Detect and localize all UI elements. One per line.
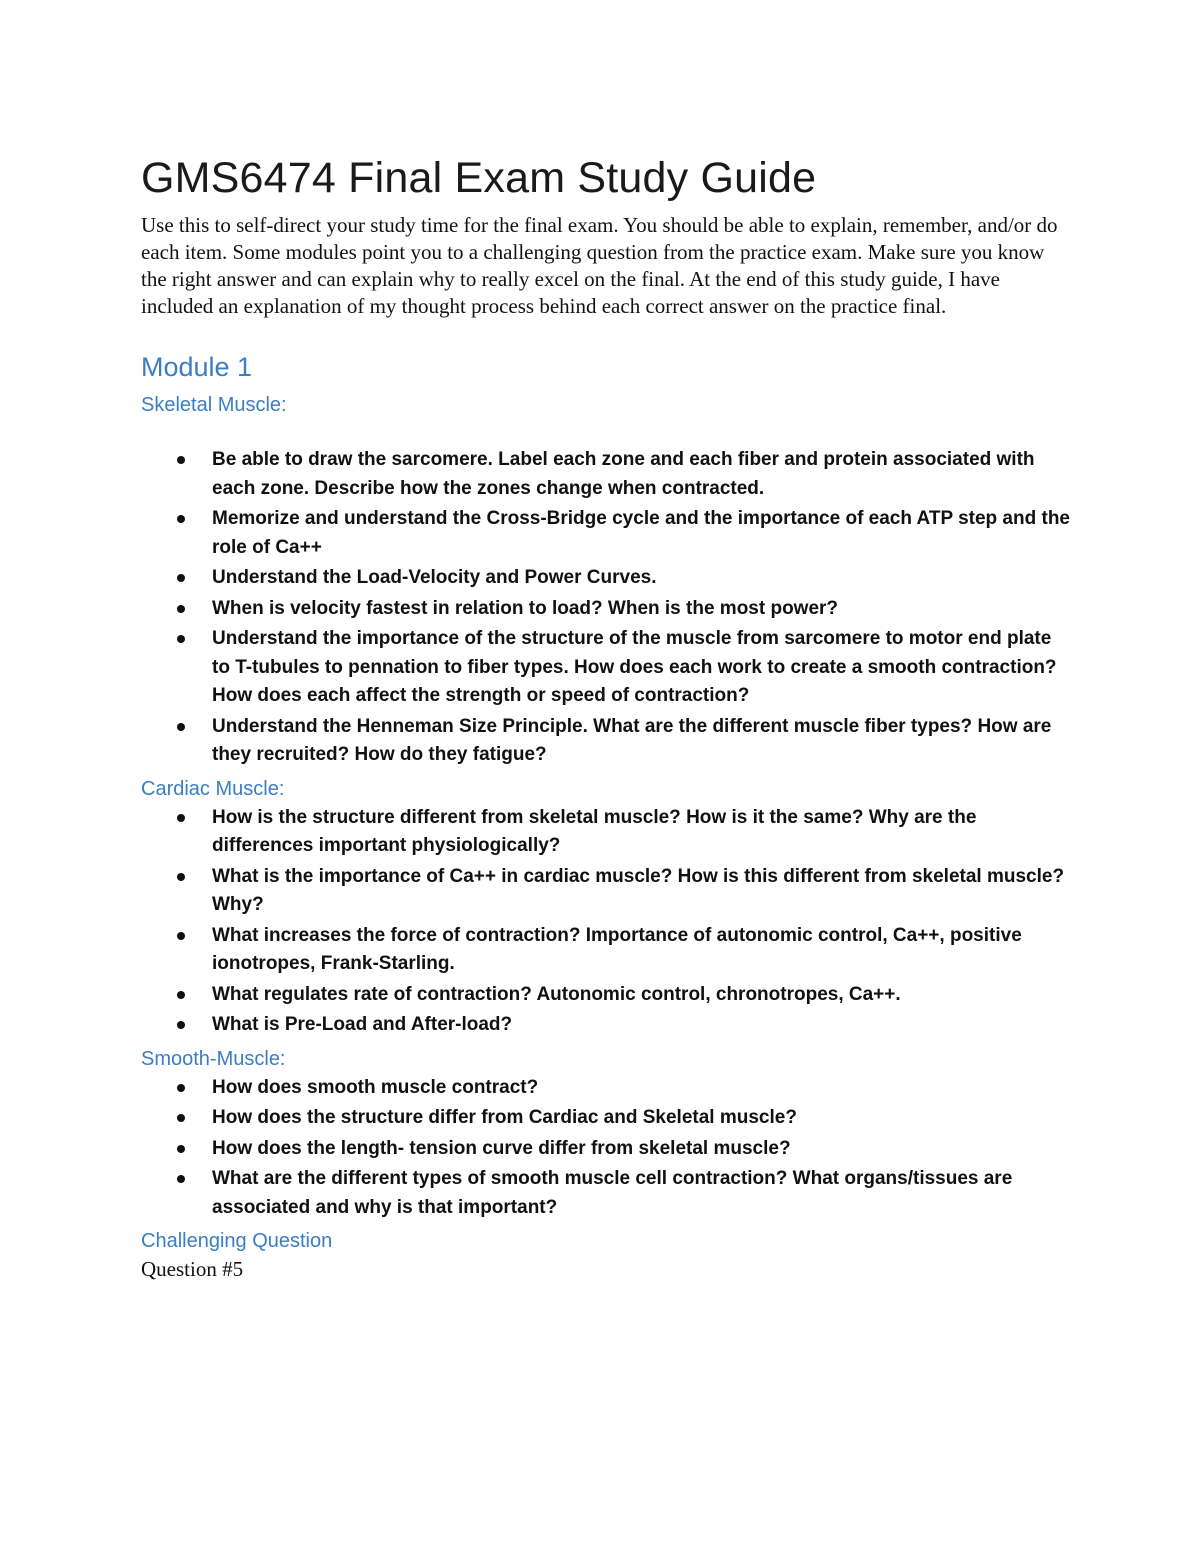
- list-item-text: Understand the Load-Velocity and Power Curves.: [212, 567, 657, 588]
- document-title: GMS6474 Final Exam Study Guide: [141, 154, 817, 202]
- list-item: [141, 863, 1071, 920]
- list-item-text: What are the different types of smooth muscle cell contraction? What organs/tissues are associated and why is that important?: [212, 1168, 1013, 1218]
- list-item: [141, 1011, 1071, 1040]
- list-item: [141, 713, 1071, 770]
- smooth-muscle-heading: Smooth-Muscle:: [141, 1047, 286, 1070]
- list-item: [141, 446, 1071, 503]
- challenging-question-text: Question #5: [141, 1257, 244, 1281]
- list-item: [141, 625, 1071, 711]
- list-item-text: What is the importance of Ca++ in cardiac muscle? How is this different from skeletal muscle? Why?: [212, 865, 1065, 915]
- bullet-icon: [177, 723, 185, 731]
- list-item: [141, 981, 1071, 1010]
- cardiac-muscle-heading: Cardiac Muscle:: [141, 777, 285, 800]
- list-item-text: Understand the importance of the structure of the muscle from sarcomere to motor end plate to T-tubules to pennation to fiber types. How does each work to create a smooth contraction? How does each affect the strength or speed of contraction?: [212, 628, 1057, 706]
- list-item-text: What regulates rate of contraction? Autonomic control, chronotropes, Ca++.: [212, 983, 901, 1005]
- list-item-text: Understand the Henneman Size Principle. What are the different muscle fiber types? How are they recruited? How do they fatigue?: [212, 715, 1052, 765]
- bullet-icon: [177, 1021, 185, 1029]
- list-item: [141, 1074, 1071, 1103]
- bullet-icon: [177, 1175, 185, 1183]
- list-item-text: What is Pre-Load and After-load?: [212, 1014, 513, 1035]
- list-item-text: How does the structure differ from Cardiac and Skeletal muscle?: [212, 1107, 797, 1128]
- bullet-icon: [177, 456, 185, 464]
- bullet-icon: [177, 574, 185, 582]
- list-item-text: How does the length- tension curve differ from skeletal muscle?: [212, 1137, 791, 1159]
- intro-paragraph: Use this to self-direct your study time for the final exam. You should be able to explain, remember, and/or do each item. Some modules point you to a challenging question from the practice exam. Make sure you know the right answer and can explain why to really excel on the final. At the end of this study guide, I have included an explanation of my thought process behind each correct answer on the practice final.: [141, 213, 1058, 318]
- list-item-text: Be able to draw the sarcomere. Label each zone and each fiber and protein associated with each zone. Describe how the zones change when contracted.: [212, 449, 1035, 499]
- list-item-text: How does smooth muscle contract?: [212, 1076, 539, 1098]
- list-item-text: How is the structure different from skeletal muscle? How is it the same? Why are the differences important physiologically?: [212, 806, 977, 856]
- bullet-icon: [177, 932, 185, 940]
- list-item: [141, 922, 1071, 979]
- bullet-icon: [177, 1114, 185, 1122]
- module-1-heading: Module 1: [141, 352, 253, 382]
- list-item: [141, 1165, 1071, 1222]
- list-item: [141, 505, 1071, 562]
- bullet-icon: [177, 1084, 185, 1092]
- list-item: [141, 564, 1071, 593]
- bullet-icon: [177, 515, 185, 523]
- list-item-text: When is velocity fastest in relation to load? When is the most power?: [212, 597, 839, 619]
- list-item-text: What increases the force of contraction? Importance of autonomic control, Ca++, positive ionotropes, Frank-Starling.: [212, 924, 1022, 974]
- bullet-icon: [177, 991, 185, 999]
- list-item: [141, 1135, 1071, 1164]
- skeletal-muscle-list: [141, 446, 1071, 770]
- bullet-icon: [177, 1145, 185, 1153]
- challenging-question-heading: Challenging Question: [141, 1230, 333, 1252]
- cardiac-muscle-list: [141, 804, 1071, 1040]
- page-content: [141, 152, 1071, 1283]
- list-item: [141, 595, 1071, 624]
- list-item: [141, 804, 1071, 861]
- smooth-muscle-list: [141, 1074, 1071, 1223]
- list-item: [141, 1104, 1071, 1133]
- list-item-text: Memorize and understand the Cross-Bridge cycle and the importance of each ATP step and the role of Ca++: [212, 508, 1070, 558]
- bullet-icon: [177, 814, 185, 822]
- bullet-icon: [177, 873, 185, 881]
- skeletal-muscle-heading: Skeletal Muscle:: [141, 394, 287, 416]
- bullet-icon: [177, 605, 185, 613]
- bullet-icon: [177, 635, 185, 643]
